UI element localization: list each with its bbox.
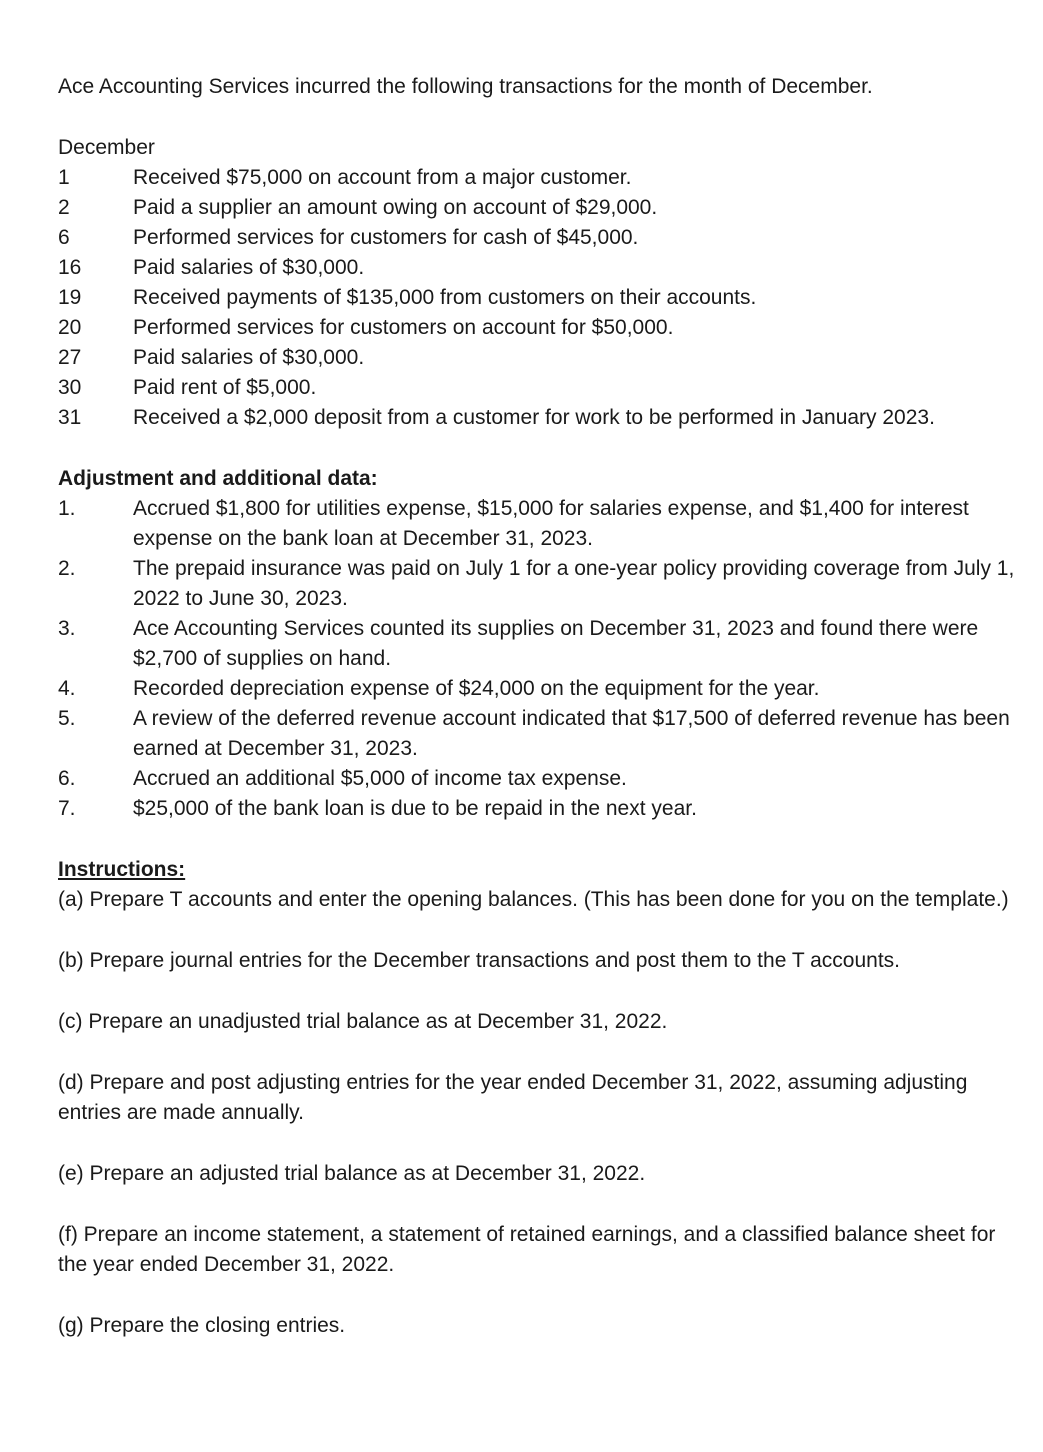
instruction-item: (g) Prepare the closing entries.	[58, 1314, 346, 1337]
transaction-item	[58, 343, 1018, 373]
adjustment-item	[58, 674, 1018, 704]
transaction-day: 30	[58, 376, 82, 399]
instruction-list	[58, 885, 1018, 1341]
adjustment-text: Recorded depreciation expense of $24,000 on the equipment for the year.	[133, 677, 820, 700]
adjustment-text: The prepaid insurance was paid on July 1 for a one-year policy providing coverage from July 1, 2022 to June 30, 2023.	[133, 557, 1015, 610]
transaction-text: Performed services for customers on account for $50,000.	[133, 316, 674, 339]
transaction-item	[58, 163, 1018, 193]
transaction-text: Received payments of $135,000 from customers on their accounts.	[133, 286, 757, 309]
transaction-item	[58, 313, 1018, 343]
transaction-day: 20	[58, 316, 82, 339]
transaction-day: 2	[58, 196, 70, 219]
adjustment-number: 3.	[58, 617, 76, 640]
adjustment-number: 2.	[58, 557, 76, 580]
transaction-text: Received $75,000 on account from a major customer.	[133, 166, 632, 189]
transaction-day: 16	[58, 256, 82, 279]
instruction-item: (c) Prepare an unadjusted trial balance as at December 31, 2022.	[58, 1010, 668, 1033]
transaction-text: Performed services for customers for cash of $45,000.	[133, 226, 639, 249]
transaction-day: 6	[58, 226, 70, 249]
transaction-text: Paid salaries of $30,000.	[133, 346, 365, 369]
adjustment-list	[58, 494, 1018, 824]
adjustment-item	[58, 494, 1018, 554]
transaction-item	[58, 283, 1018, 313]
adjustments-heading: Adjustment and additional data:	[58, 467, 378, 490]
adjustment-number: 4.	[58, 677, 76, 700]
adjustment-text: Accrued an additional $5,000 of income tax expense.	[133, 767, 627, 790]
transaction-day: 19	[58, 286, 82, 309]
instruction-item: (e) Prepare an adjusted trial balance as at December 31, 2022.	[58, 1162, 646, 1185]
adjustment-item	[58, 704, 1018, 764]
instruction-item: (f) Prepare an income statement, a statement of retained earnings, and a classified balance sheet for the year ended December 31, 2022.	[58, 1223, 996, 1276]
transaction-text: Received a $2,000 deposit from a customer for work to be performed in January 2023.	[133, 406, 935, 429]
transaction-item	[58, 373, 1018, 403]
transaction-item	[58, 223, 1018, 253]
adjustment-number: 5.	[58, 707, 76, 730]
adjustment-text: $25,000 of the bank loan is due to be repaid in the next year.	[133, 797, 697, 820]
adjustment-item	[58, 614, 1018, 674]
instruction-item: (b) Prepare journal entries for the December transactions and post them to the T accounts.	[58, 949, 900, 972]
instruction-item: (a) Prepare T accounts and enter the opening balances. (This has been done for you on the template.)	[58, 888, 1009, 911]
adjustment-number: 7.	[58, 797, 76, 820]
instruction-item: (d) Prepare and post adjusting entries for the year ended December 31, 2022, assuming adjusting entries are made annually.	[58, 1071, 968, 1124]
adjustment-text: Accrued $1,800 for utilities expense, $15,000 for salaries expense, and $1,400 for interest expense on the bank loan at December 31, 2023.	[133, 497, 969, 550]
month-label: December	[58, 136, 155, 159]
adjustment-number: 1.	[58, 497, 76, 520]
transaction-item	[58, 403, 1018, 433]
instructions-heading: Instructions:	[58, 858, 186, 881]
transaction-day: 31	[58, 406, 82, 429]
adjustment-number: 6.	[58, 767, 76, 790]
transaction-text: Paid rent of $5,000.	[133, 376, 317, 399]
document-page	[58, 72, 1018, 1341]
transaction-text: Paid salaries of $30,000.	[133, 256, 365, 279]
adjustment-item	[58, 554, 1018, 614]
adjustment-item	[58, 764, 1018, 794]
transaction-text: Paid a supplier an amount owing on account of $29,000.	[133, 196, 658, 219]
intro-text: Ace Accounting Services incurred the following transactions for the month of December.	[58, 75, 873, 98]
adjustment-text: A review of the deferred revenue account indicated that $17,500 of deferred revenue has been earned at December 31, 2023.	[133, 707, 1010, 760]
transaction-day: 27	[58, 346, 82, 369]
transaction-list	[58, 163, 1018, 433]
adjustment-item	[58, 794, 1018, 824]
adjustment-text: Ace Accounting Services counted its supplies on December 31, 2023 and found there were $2,700 of supplies on hand.	[133, 617, 979, 670]
transaction-item	[58, 253, 1018, 283]
transaction-day: 1	[58, 166, 70, 189]
transaction-item	[58, 193, 1018, 223]
